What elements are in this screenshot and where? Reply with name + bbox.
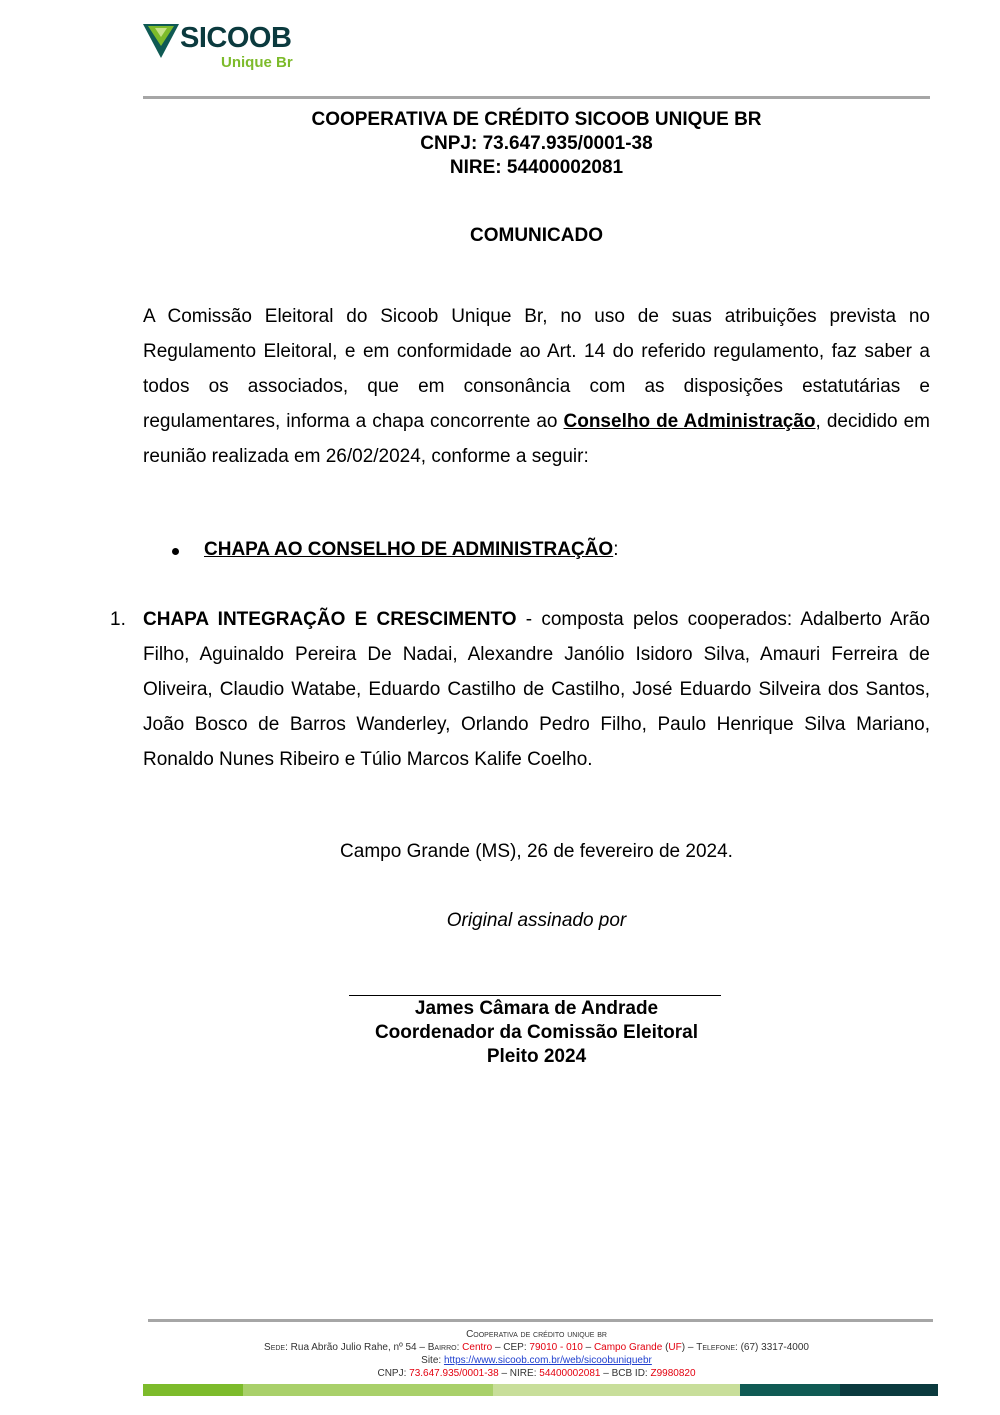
footer-company: Cooperativa de crédito unique br bbox=[466, 1329, 607, 1340]
list-item bbox=[110, 602, 930, 777]
page-footer bbox=[143, 1328, 930, 1380]
signer-name: James Câmara de Andrade bbox=[414, 998, 659, 1019]
document-title: COMUNICADO bbox=[470, 225, 603, 246]
intro-text-end: , decidido em reunião realizada em 26/02/2024, conforme a seguir: bbox=[143, 411, 930, 467]
signature-line bbox=[349, 995, 721, 996]
sicoob-v-icon bbox=[143, 24, 179, 58]
logo-name: SICOOB bbox=[180, 22, 292, 54]
footer-stripe-5 bbox=[840, 1384, 938, 1396]
footer-divider bbox=[148, 1319, 933, 1322]
company-name: COOPERATIVA DE CRÉDITO SICOOB UNIQUE BR bbox=[311, 109, 762, 130]
bullet-dot-icon bbox=[172, 548, 179, 555]
footer-stripe-1 bbox=[143, 1384, 243, 1396]
company-cnpj: CNPJ: 73.647.935/0001-38 bbox=[420, 133, 653, 154]
intro-highlight: Conselho de Administração bbox=[563, 411, 816, 432]
footer-stripe-3 bbox=[493, 1384, 740, 1396]
footer-ids-line: CNPJ: 73.647.935/0001-38 – NIRE: 54400002081 – BCB ID: Z9980820 bbox=[377, 1368, 696, 1379]
slate-members: - composta pelos cooperados: Adalberto Arão Filho, Aguinaldo Pereira De Nadai, Alexandre Janólio Isidoro Silva, Amauri Ferreira de Oliveira, Claudio Watabe, Eduardo Castilho de Castilho, José Eduardo Silveira dos Santos, João Bosco de Barros Wanderley, Orlando Pedro Filho, Paulo Henrique Silva Mariano, Ronaldo Nunes Ribeiro e Túlio Marcos Kalife Coelho. bbox=[143, 609, 930, 770]
signed-note: Original assinado por bbox=[446, 910, 627, 931]
footer-site-link[interactable]: https://www.sicoob.com.br/web/sicoobuniquebr bbox=[443, 1355, 652, 1366]
list-item-number: 1. bbox=[110, 609, 126, 630]
signature-block bbox=[143, 997, 930, 1069]
signer-role: Coordenador da Comissão Eleitoral bbox=[374, 1022, 699, 1043]
footer-address-line: Sede: Rua Abrão Julio Rahe, nº 54 – Bairro: Centro – CEP: 79010 - 010 – Campo Grande (UF) – Telefone: (67) 3317-4000 bbox=[264, 1342, 809, 1353]
logo-subtitle: Unique Br bbox=[221, 54, 293, 71]
footer-site-line: Site: https://www.sicoob.com.br/web/sicoobuniquebr bbox=[421, 1355, 652, 1366]
intro-text-start: A Comissão Eleitoral do Sicoob Unique Br, no uso de suas atribuições prevista no Regulamento Eleitoral, e em conformidade ao Art. 14 do referido regulamento, faz saber a todos os associados, que em consonância com as disposições estatutárias e regulamentares, informa a chapa concorrente ao bbox=[143, 306, 930, 432]
slate-name: CHAPA INTEGRAÇÃO E CRESCIMENTO bbox=[143, 609, 517, 630]
footer-stripe-2 bbox=[243, 1384, 493, 1396]
signer-event: Pleito 2024 bbox=[486, 1046, 587, 1067]
footer-stripe-4 bbox=[740, 1384, 840, 1396]
sicoob-logo bbox=[143, 22, 303, 74]
intro-paragraph bbox=[143, 299, 930, 474]
header-divider bbox=[143, 96, 930, 99]
company-nire: NIRE: 54400002081 bbox=[449, 157, 624, 178]
section-heading: CHAPA AO CONSELHO DE ADMINISTRAÇÃO bbox=[204, 539, 614, 560]
document-header bbox=[143, 108, 930, 180]
place-date: Campo Grande (MS), 26 de fevereiro de 2024. bbox=[340, 841, 733, 862]
section-heading-suffix: : bbox=[613, 539, 619, 560]
